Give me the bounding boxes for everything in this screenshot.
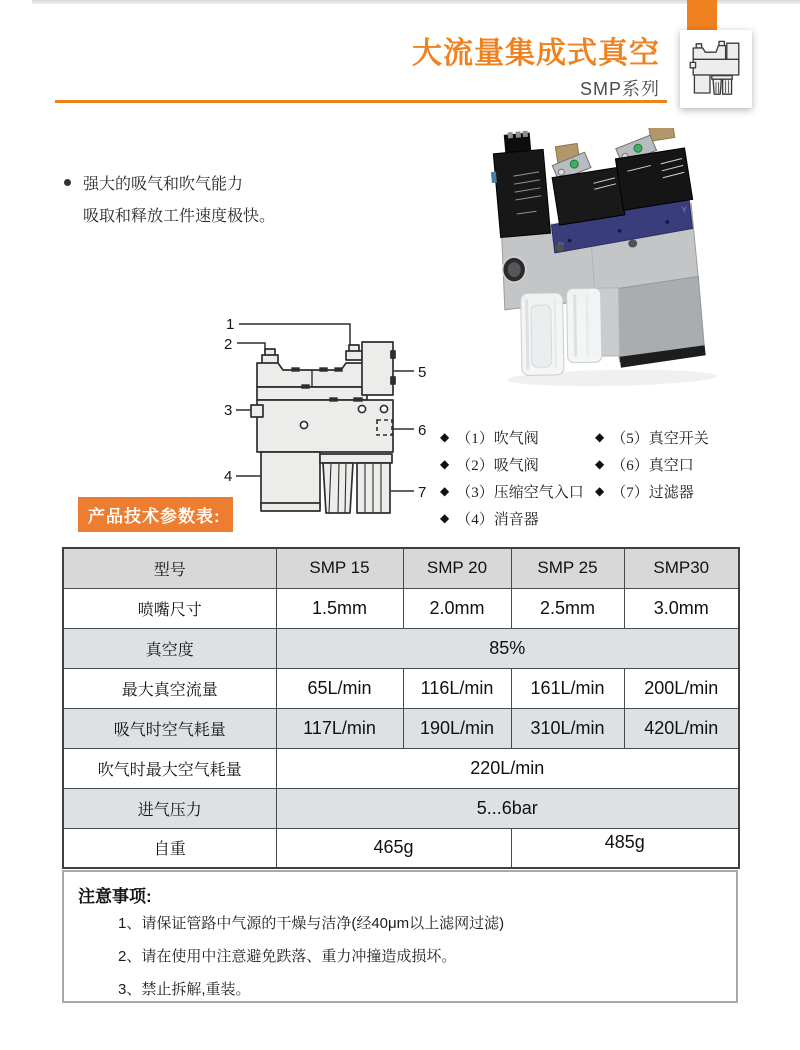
cell-value: 200L/min bbox=[644, 677, 719, 698]
value-cell bbox=[403, 548, 511, 588]
row-label-cell: 喷嘴尺寸 bbox=[63, 588, 276, 628]
legend-number: （2） bbox=[456, 458, 494, 474]
callout-1: 1 bbox=[226, 316, 235, 333]
row-label-cell: 吹气时最大空气耗量 bbox=[63, 748, 276, 788]
legend-item bbox=[440, 424, 595, 451]
value-cell bbox=[276, 588, 403, 628]
product-line-icon bbox=[686, 37, 746, 101]
cell-value: 161L/min bbox=[530, 677, 605, 698]
product-photo bbox=[470, 128, 742, 390]
legend-item bbox=[595, 451, 750, 478]
cell-value: 2.0mm bbox=[429, 597, 485, 618]
value-cell bbox=[276, 788, 739, 828]
value-cell bbox=[624, 588, 739, 628]
diamond-bullet-icon: ◆ bbox=[440, 430, 450, 444]
cell-value: 117L/min bbox=[303, 717, 376, 738]
callout-6: 6 bbox=[418, 422, 427, 439]
value-cell bbox=[403, 708, 511, 748]
table-row bbox=[63, 628, 739, 668]
value-cell bbox=[511, 828, 739, 868]
cell-value: 420L/min bbox=[644, 717, 719, 738]
callout-3: 3 bbox=[224, 402, 233, 419]
row-label-cell: 最大真空流量 bbox=[63, 668, 276, 708]
value-cell bbox=[403, 588, 511, 628]
table-row bbox=[63, 788, 739, 828]
callout-2: 2 bbox=[224, 336, 233, 353]
legend-label: 压缩空气入口 bbox=[493, 485, 584, 501]
diamond-bullet-icon: ◆ bbox=[440, 511, 450, 525]
legend-number: （6） bbox=[611, 458, 649, 474]
cell-value: 220L/min bbox=[470, 757, 545, 778]
value-cell bbox=[511, 588, 624, 628]
callout-5: 5 bbox=[418, 364, 427, 381]
cell-value: 465g bbox=[373, 837, 414, 858]
table-row bbox=[63, 548, 739, 588]
spec-table-wrap bbox=[62, 547, 740, 869]
value-cell bbox=[276, 548, 403, 588]
params-table-label: 产品技术参数表: bbox=[78, 497, 233, 532]
cell-value: 310L/min bbox=[530, 717, 605, 738]
series-subtitle: SMP系列 bbox=[579, 79, 660, 99]
notes-list bbox=[78, 907, 722, 1006]
feature-line bbox=[64, 198, 275, 230]
table-row bbox=[63, 748, 739, 788]
cell-value: SMP30 bbox=[653, 558, 710, 578]
value-cell bbox=[511, 668, 624, 708]
spec-table-body bbox=[63, 548, 739, 868]
legend-number: （5） bbox=[611, 431, 649, 447]
cell-value: SMP 20 bbox=[426, 558, 488, 578]
value-cell bbox=[624, 548, 739, 588]
spec-table bbox=[62, 547, 740, 869]
value-cell bbox=[511, 548, 624, 588]
value-cell bbox=[276, 828, 511, 868]
cell-value: 3.0mm bbox=[653, 597, 709, 618]
cell-value: 2.5mm bbox=[539, 597, 595, 618]
table-row bbox=[63, 588, 739, 628]
legend-label: 真空开关 bbox=[648, 431, 709, 447]
value-cell bbox=[624, 708, 739, 748]
row-label-cell: 吸气时空气耗量 bbox=[63, 708, 276, 748]
legend-number: （4） bbox=[456, 512, 494, 528]
legend-item bbox=[595, 478, 750, 505]
table-row bbox=[63, 668, 739, 708]
legend-label: 真空口 bbox=[648, 458, 694, 474]
feature-list bbox=[64, 166, 275, 230]
cell-value: SMP 15 bbox=[309, 558, 370, 578]
header-divider bbox=[55, 100, 667, 103]
legend-label: 吸气阀 bbox=[493, 458, 539, 474]
notes-box bbox=[62, 870, 738, 1003]
page-title: 大流量集成式真空 bbox=[412, 37, 660, 70]
callout-4: 4 bbox=[224, 468, 233, 485]
diagram-legend bbox=[440, 424, 750, 532]
legend-label: 过滤器 bbox=[648, 485, 694, 501]
legend-number: （3） bbox=[456, 485, 494, 501]
cell-value: 1.5mm bbox=[311, 597, 367, 618]
legend-number: （1） bbox=[456, 431, 494, 447]
value-cell bbox=[276, 628, 739, 668]
note-item: 3、禁止拆解,重装。 bbox=[118, 981, 251, 998]
page-top-shadow bbox=[32, 0, 800, 4]
row-label-cell: 自重 bbox=[63, 828, 276, 868]
legend-label: 吹气阀 bbox=[493, 431, 539, 447]
diamond-bullet-icon: ◆ bbox=[595, 457, 605, 471]
note-item: 2、请在使用中注意避免跌落、重力冲撞造成损坏。 bbox=[118, 948, 457, 965]
legend-number: （7） bbox=[611, 485, 649, 501]
cell-value: 85% bbox=[489, 637, 526, 658]
technical-diagram bbox=[222, 305, 437, 520]
feature-line bbox=[64, 166, 275, 198]
cell-value: 5...6bar bbox=[476, 797, 538, 818]
value-cell bbox=[276, 668, 403, 708]
diamond-bullet-icon: ◆ bbox=[440, 484, 450, 498]
row-label-cell: 型号 bbox=[63, 548, 276, 588]
svg-text:Y: Y bbox=[681, 204, 688, 215]
diamond-bullet-icon: ◆ bbox=[595, 430, 605, 444]
cell-value: 116L/min bbox=[420, 677, 494, 698]
legend-label: 消音器 bbox=[493, 512, 539, 528]
feature-text: 强大的吸气和吹气能力 bbox=[83, 175, 244, 193]
legend-item bbox=[440, 505, 595, 532]
diamond-bullet-icon: ◆ bbox=[440, 457, 450, 471]
header bbox=[412, 36, 660, 101]
bullet-dot-icon bbox=[64, 179, 71, 186]
product-thumbnail-box bbox=[680, 30, 752, 108]
value-cell bbox=[276, 708, 403, 748]
value-cell bbox=[276, 748, 739, 788]
diamond-bullet-icon: ◆ bbox=[595, 484, 605, 498]
table-row bbox=[63, 828, 739, 868]
note-item: 1、请保证管路中气源的干燥与洁净(经40μm以上滤网过滤) bbox=[118, 915, 505, 932]
row-label-cell: 进气压力 bbox=[63, 788, 276, 828]
legend-item bbox=[440, 451, 595, 478]
legend-item bbox=[440, 478, 595, 505]
value-cell bbox=[511, 708, 624, 748]
value-cell bbox=[624, 668, 739, 708]
corner-accent-tab bbox=[687, 0, 717, 30]
value-cell bbox=[403, 668, 511, 708]
row-label-cell: 真空度 bbox=[63, 628, 276, 668]
cell-value: 65L/min bbox=[307, 677, 372, 698]
cell-value: SMP 25 bbox=[537, 558, 598, 578]
callout-7: 7 bbox=[418, 484, 427, 501]
cell-value: 485g bbox=[604, 832, 645, 853]
notes-title: 注意事项: bbox=[78, 887, 152, 906]
feature-text: 吸取和释放工件速度极快。 bbox=[83, 207, 276, 225]
cell-value: 190L/min bbox=[419, 717, 495, 738]
table-row bbox=[63, 708, 739, 748]
legend-item bbox=[595, 424, 750, 451]
